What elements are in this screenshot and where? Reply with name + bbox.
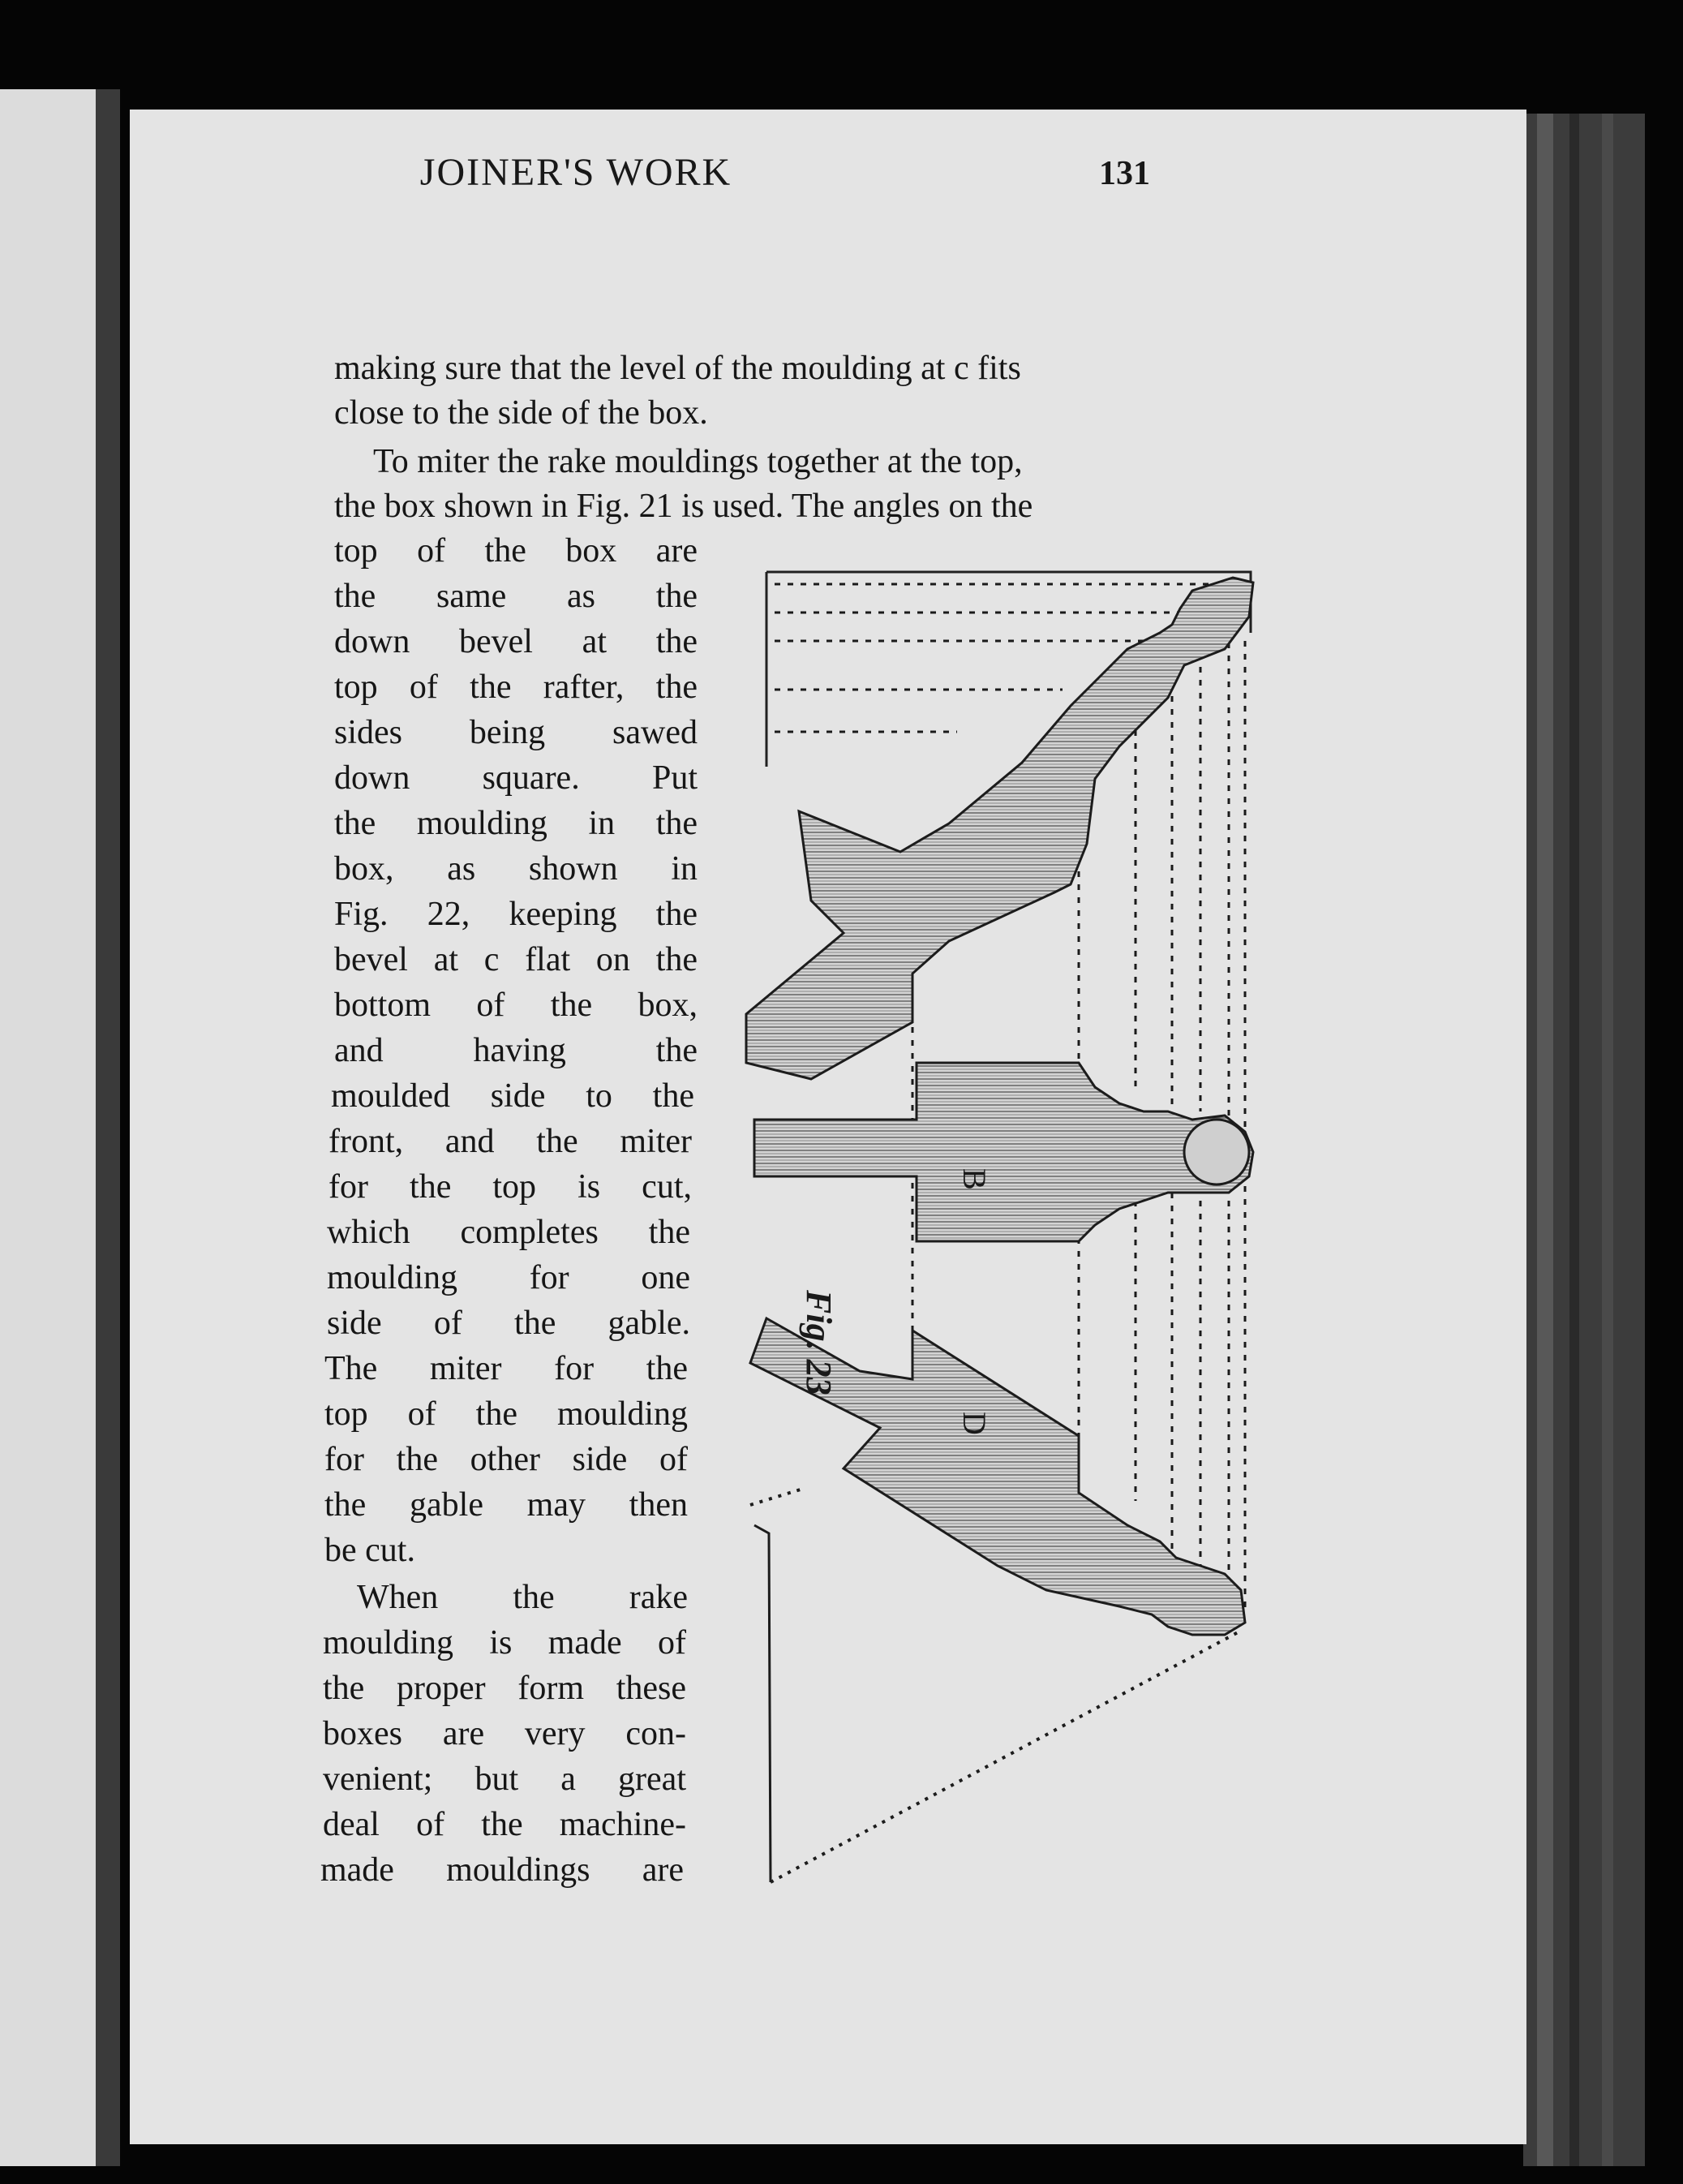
body-text-line: the moulding in the: [334, 805, 698, 842]
figure-label-d: D: [956, 1412, 993, 1435]
body-text-line: front, and the miter: [328, 1123, 692, 1160]
body-text-line: and having the: [334, 1032, 698, 1069]
body-text-line: for the top is cut,: [328, 1168, 692, 1206]
body-text-line: bottom of the box,: [334, 987, 698, 1024]
middle-moulding-b: [754, 1063, 1253, 1241]
body-text-line: top of the box are: [334, 532, 698, 570]
body-text-line: top of the rafter, the: [334, 669, 698, 706]
body-text-line: The miter for the: [324, 1350, 688, 1387]
body-text-line: for the other side of: [324, 1441, 688, 1478]
body-text-line: down bevel at the: [334, 623, 698, 660]
body-text-line: close to the side of the box.: [334, 394, 708, 432]
body-text-line: the gable may then: [324, 1486, 688, 1524]
body-text-line: To miter the rake mouldings together at the top,: [373, 443, 1023, 480]
bottom-box-section: [754, 1525, 771, 1882]
body-text-line: When the rake: [357, 1579, 688, 1616]
body-text-line: top of the moulding: [324, 1395, 688, 1433]
figure-label-b: B: [956, 1168, 993, 1190]
figure-caption: Fig. 23: [799, 1290, 839, 1395]
body-text-line: Fig. 22, keeping the: [334, 896, 698, 933]
body-text-line: side of the gable.: [327, 1305, 690, 1342]
body-text-line: moulding for one: [327, 1259, 690, 1296]
upper-moulding: [746, 578, 1253, 1079]
body-text-line: moulding is made of: [323, 1624, 686, 1662]
body-text-line: bevel at c flat on the: [334, 941, 698, 978]
body-text-line: the proper form these: [323, 1670, 686, 1707]
body-text-line: venient; but a great: [323, 1761, 686, 1798]
moulding-bead: [1184, 1120, 1249, 1184]
body-text-line: down square. Put: [334, 759, 698, 797]
body-text-line: boxes are very con-: [323, 1715, 686, 1752]
body-text-line: the box shown in Fig. 21 is used. The angles on the: [334, 488, 1033, 525]
body-text-line: deal of the machine-: [323, 1806, 686, 1843]
running-head: JOINER'S WORK: [419, 151, 732, 194]
body-text-line: made mouldings are: [320, 1851, 684, 1889]
body-text-line: the same as the: [334, 578, 698, 615]
body-text-line: moulded side to the: [331, 1077, 694, 1115]
page-number: 131: [1099, 155, 1150, 192]
body-text-line: be cut.: [324, 1532, 415, 1569]
body-text-line: making sure that the level of the moulding at c fits: [334, 350, 1021, 387]
body-text-line: box, as shown in: [334, 850, 698, 888]
body-text-line: sides being sawed: [334, 714, 698, 751]
body-text-line: which completes the: [327, 1214, 690, 1251]
